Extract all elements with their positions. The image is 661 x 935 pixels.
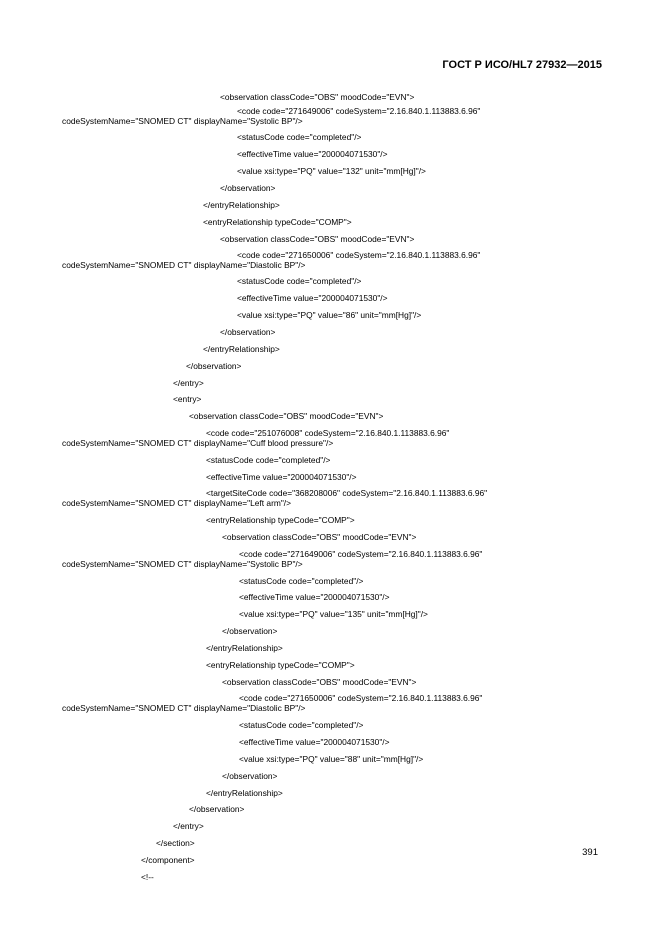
code-line: <observation classCode="OBS" moodCode="EVN"> [222,676,417,687]
code-line: <code code="271650006" codeSystem="2.16.840.1.113883.6.96" [239,693,483,704]
code-line: <entryRelationship typeCode="COMP"> [206,659,355,670]
code-line: codeSystemName="SNOMED CT" displayName="Cuff blood pressure"/> [62,437,334,448]
code-line: codeSystemName="SNOMED CT" displayName="Systolic BP"/> [62,115,303,126]
code-line: <entryRelationship typeCode="COMP"> [206,515,355,526]
code-line: </observation> [189,804,245,815]
code-line: <code code="271649006" codeSystem="2.16.840.1.113883.6.96" [239,548,483,559]
code-line: <observation classCode="OBS" moodCode="EVN"> [222,531,417,542]
code-line: </section> [156,838,195,848]
page-number: 391 [582,847,598,858]
code-line: </observation> [222,770,278,781]
code-line: <code code="251076008" codeSystem="2.16.840.1.113883.6.96" [206,428,450,438]
code-line: <value xsi:type="PQ" value="88" unit="mm[Hg]"/> [239,753,424,764]
code-line: <code code="271649006" codeSystem="2.16.840.1.113883.6.96" [237,105,481,116]
code-line: </observation> [222,626,278,636]
code-line: </observation> [220,326,276,337]
code-line: <value xsi:type="PQ" value="135" unit="mm[Hg]"/> [239,609,428,620]
code-line: <statusCode code="completed"/> [206,454,331,465]
code-line: <observation classCode="OBS" moodCode="EVN"> [220,233,415,244]
standard-header: ГОСТ Р ИСО/HL7 27932—2015 [442,59,602,71]
code-line: <code code="271650006" codeSystem="2.16.840.1.113883.6.96" [237,250,481,261]
code-line: </entryRelationship> [206,642,283,653]
code-line: </component> [141,854,195,865]
code-line: <value xsi:type="PQ" value="132" unit="mm[Hg]"/> [237,166,426,177]
code-line: <effectiveTime value="200004071530"/> [237,293,388,304]
code-line: </observation> [186,360,242,371]
code-line: <effectiveTime value="200004071530"/> [239,592,390,603]
code-line: </entryRelationship> [203,343,280,354]
code-line: <targetSiteCode code="368208006" codeSystem="2.16.840.1.113883.6.96" [206,488,488,499]
code-line: <statusCode code="completed"/> [239,720,364,731]
code-line: <effectiveTime value="200004071530"/> [237,149,388,160]
code-line: </observation> [220,182,276,193]
code-line: <effectiveTime value="200004071530"/> [206,471,357,482]
code-line: codeSystemName="SNOMED CT" displayName="Diastolic BP"/> [62,259,306,270]
code-line: codeSystemName="SNOMED CT" displayName="Diastolic BP"/> [62,703,306,714]
code-line: <statusCode code="completed"/> [239,575,364,586]
code-line: <observation classCode="OBS" moodCode="EVN"> [189,411,384,422]
code-line: </entryRelationship> [203,199,280,210]
code-line: </entry> [173,821,204,832]
code-line: <observation classCode="OBS" moodCode="EVN"> [220,92,415,102]
code-line: <value xsi:type="PQ" value="86" unit="mm[Hg]"/> [237,310,422,321]
code-line: </entryRelationship> [206,787,283,798]
code-line: <entry> [173,394,202,405]
code-line: <!-- [141,871,154,882]
code-line: <effectiveTime value="200004071530"/> [239,736,390,747]
code-line: <statusCode code="completed"/> [237,276,362,287]
code-line: <entryRelationship typeCode="COMP"> [203,216,352,227]
code-line: codeSystemName="SNOMED CT" displayName="Systolic BP"/> [62,558,303,569]
code-line: codeSystemName="SNOMED CT" displayName="Left arm"/> [62,498,292,509]
code-line: </entry> [173,377,204,388]
code-line: <statusCode code="completed"/> [237,132,362,143]
